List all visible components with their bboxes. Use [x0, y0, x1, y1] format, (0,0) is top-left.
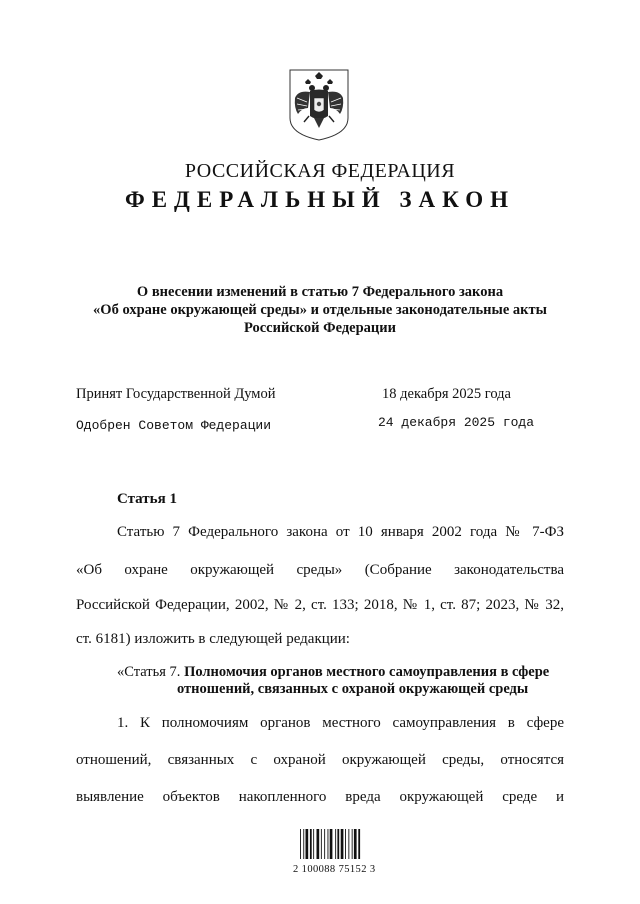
- article-text-line: «Об охране окружающей среды» (Собрание законодательства: [76, 562, 564, 578]
- barcode-image: [298, 825, 378, 861]
- council-approval-date: 24 декабря 2025 года: [378, 415, 535, 430]
- duma-adoption-date: 18 декабря 2025 года: [382, 386, 511, 402]
- new-article-prefix: «Статья 7.: [117, 664, 181, 680]
- paragraph-text-line: 1. К полномочиям органов местного самоуправления в сфере: [117, 715, 564, 731]
- coat-of-arms-emblem: [288, 68, 350, 142]
- law-title-line: О внесении изменений в статью 7 Федерального закона: [136, 284, 504, 300]
- article-text-line: Российской Федерации, 2002, № 2, ст. 133; 2018, № 1, ст. 87; 2023, № 32,: [76, 597, 564, 613]
- barcode-number: 2 100088 75152 3: [293, 864, 376, 875]
- law-title-line: Российской Федерации: [243, 320, 396, 336]
- new-article-heading: [117, 664, 549, 681]
- article-heading: Статья 1: [117, 491, 177, 507]
- new-article-title-continued: отношений, связанных с охраной окружающей среды: [177, 681, 529, 697]
- law-title: [0, 283, 640, 337]
- country-name: РОССИЙСКАЯ ФЕДЕРАЦИЯ: [184, 160, 456, 182]
- paragraph-text-line: отношений, связанных с охраной окружающей среды, относятся: [76, 752, 564, 768]
- duma-adoption-label: Принят Государственной Думой: [76, 386, 276, 402]
- law-title-line: «Об охране окружающей среды» и отдельные законодательные акты: [93, 302, 547, 318]
- council-approval-label: Одобрен Советом Федерации: [76, 418, 272, 433]
- paragraph-text-line: выявление объектов накопленного вреда окружающей среде и: [76, 789, 564, 805]
- new-article-title: Полномочия органов местного самоуправления в сфере: [184, 664, 550, 680]
- article-text-line: Статью 7 Федерального закона от 10 января 2002 года № 7-ФЗ: [117, 524, 564, 540]
- document-type: ФЕДЕРАЛЬНЫЙ ЗАКОН: [124, 187, 516, 212]
- article-text-line: ст. 6181) изложить в следующей редакции:: [76, 631, 350, 647]
